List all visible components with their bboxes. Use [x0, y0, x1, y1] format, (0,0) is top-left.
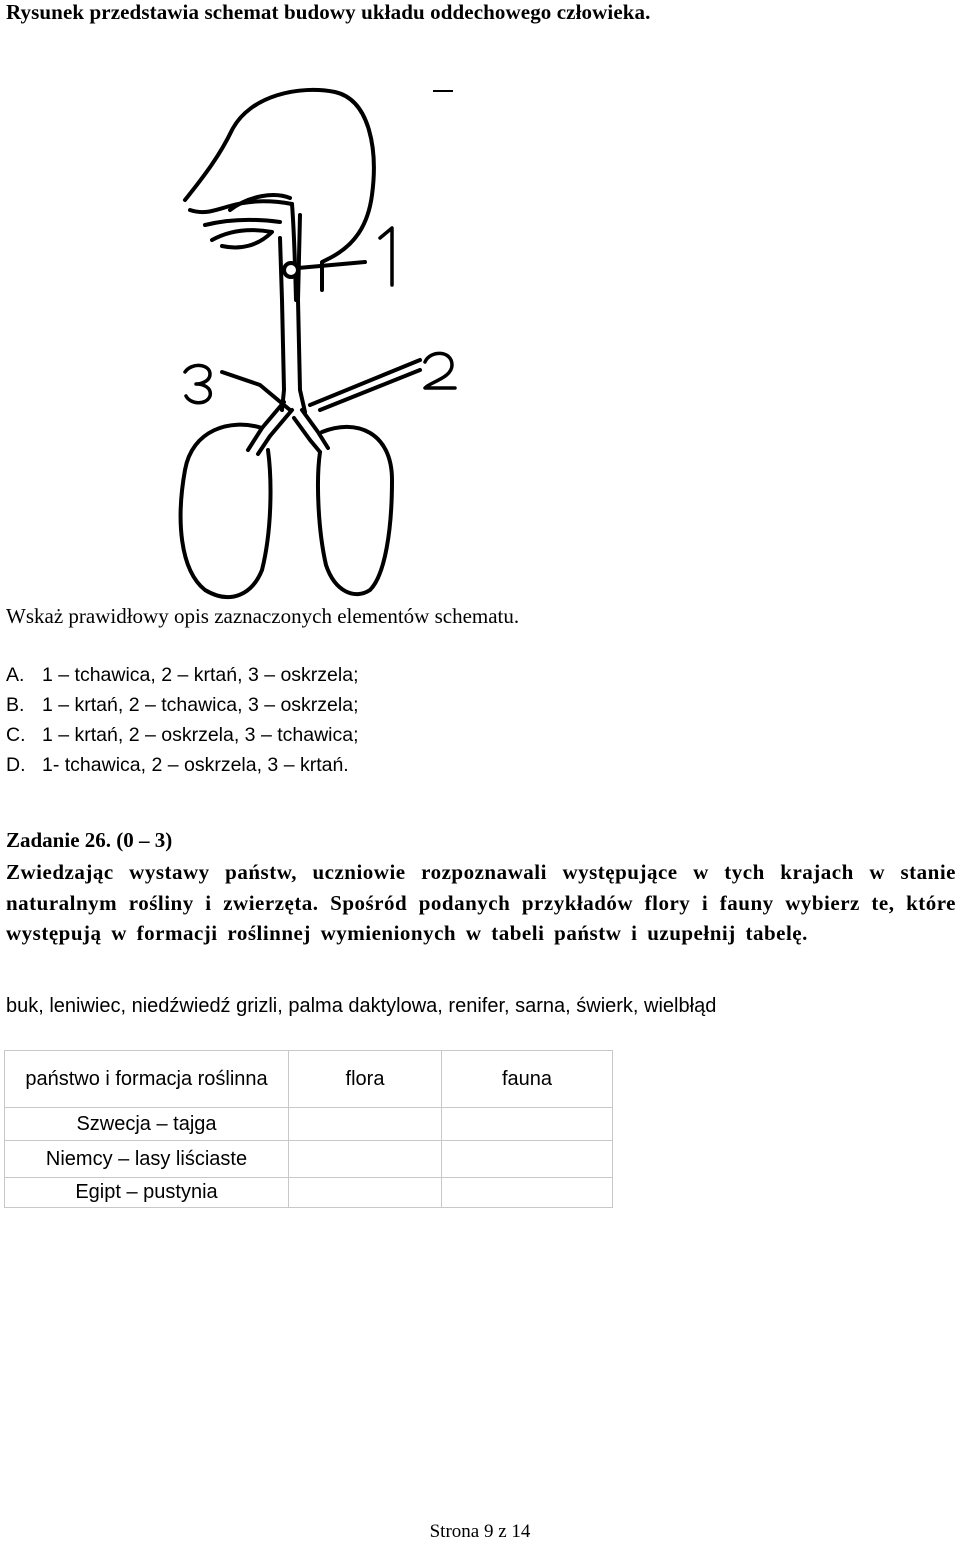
- header-country: państwo i formacja roślinna: [5, 1051, 289, 1108]
- label-line-2: [310, 360, 420, 405]
- diagram-label-1: [380, 228, 392, 285]
- option-letter: B.: [6, 694, 25, 716]
- option-c[interactable]: [6, 720, 359, 750]
- word-list: buk, leniwiec, niedźwiedź grizli, palma daktylowa, renifer, sarna, świerk, wielbłąd: [6, 995, 717, 1017]
- task-title: Zadanie 26. (0 – 3): [6, 828, 173, 852]
- trachea-right: [298, 215, 305, 412]
- larynx-marker: [284, 263, 298, 277]
- label-line-2b: [320, 370, 420, 410]
- table-row: [5, 1141, 613, 1178]
- task-instructions: Zwiedzając wystawy państw, uczniowie rozpoznawali występujące w tych krajach w stanie naturalnym rośliny i zwierzęta. Spośród podanych przykładów flory i fauny wybierz te, które występują w formacji roślinnej wymienionych w tabeli państw i uzupełnij tabelę.: [6, 860, 956, 945]
- fauna-answer-cell[interactable]: [442, 1141, 613, 1178]
- option-a[interactable]: [6, 660, 359, 690]
- row-country: Szwecja – tajga: [5, 1108, 289, 1141]
- header-flora: flora: [289, 1051, 442, 1108]
- bronchus-right: [302, 410, 328, 448]
- mouth-outline: [205, 220, 280, 225]
- page-number: Strona 9 z 14: [429, 1521, 531, 1542]
- flora-answer-cell[interactable]: [289, 1141, 442, 1178]
- diagram-label-3: [185, 365, 210, 402]
- option-letter: D.: [6, 754, 26, 776]
- bronchus-right-inner: [294, 418, 320, 452]
- label-line-1: [298, 262, 365, 268]
- esophagus: [292, 204, 296, 300]
- bronchus-left-inner: [258, 410, 292, 454]
- tongue-outline: [212, 230, 272, 247]
- flora-answer-cell[interactable]: [289, 1178, 442, 1208]
- option-letter: C.: [6, 724, 26, 746]
- row-country: Niemcy – lasy liściaste: [5, 1141, 289, 1178]
- table-row: [5, 1108, 613, 1141]
- fauna-answer-cell[interactable]: [442, 1108, 613, 1141]
- trachea-left: [280, 238, 284, 410]
- respiratory-diagram: [140, 80, 470, 600]
- option-text: 1 – krtań, 2 – tchawica, 3 – oskrzela;: [42, 694, 359, 716]
- row-country: Egipt – pustynia: [5, 1178, 289, 1208]
- option-text: 1 – tchawica, 2 – krtań, 3 – oskrzela;: [42, 664, 359, 686]
- answer-table: [4, 1050, 613, 1208]
- answer-options: [6, 660, 359, 780]
- flora-answer-cell[interactable]: [289, 1108, 442, 1141]
- fauna-answer-cell[interactable]: [442, 1178, 613, 1208]
- question-prompt: Wskaż prawidłowy opis zaznaczonych elementów schematu.: [6, 604, 520, 628]
- table-row: [5, 1178, 613, 1208]
- left-lung: [181, 425, 271, 597]
- option-d[interactable]: [6, 750, 359, 780]
- page-heading: Rysunek przedstawia schemat budowy układu oddechowego człowieka.: [6, 0, 651, 24]
- table-header-row: [5, 1051, 613, 1108]
- option-text: 1 – krtań, 2 – oskrzela, 3 – tchawica;: [42, 724, 359, 746]
- option-letter: A.: [6, 664, 25, 686]
- option-text: 1- tchawica, 2 – oskrzela, 3 – krtań.: [42, 754, 349, 776]
- right-lung: [318, 427, 392, 594]
- option-b[interactable]: [6, 690, 359, 720]
- diagram-label-2: [425, 353, 455, 388]
- header-fauna: fauna: [442, 1051, 613, 1108]
